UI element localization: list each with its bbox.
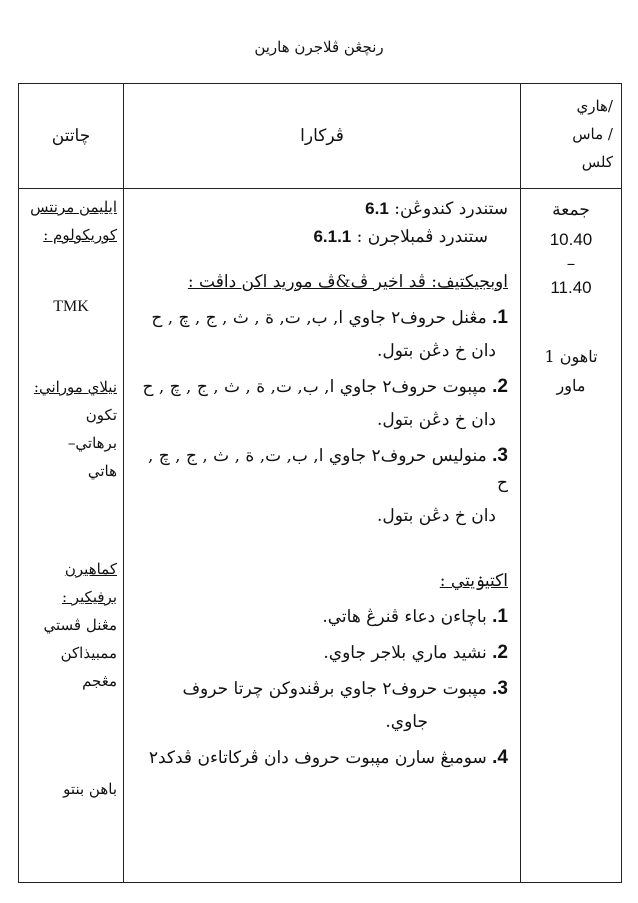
activity-number: 1. [492, 606, 508, 627]
start-time: 10.40 [549, 230, 593, 249]
notes-spacer [25, 485, 117, 555]
values-text-3: هاتي [87, 462, 117, 480]
objective-continuation: دان خ دڠن بتول. [376, 506, 496, 526]
tmk-text: TMK [53, 298, 89, 315]
activity-item [134, 603, 508, 631]
page-title: رنچڠن ڤلاجرن هارين [254, 38, 384, 56]
activity-item [134, 744, 508, 772]
header-row [19, 84, 622, 189]
objective-continuation: دان خ دڠن بتول. [376, 410, 496, 430]
objective-text: مڠنل حروف٢ جاوي ا, ب, ت, ة , ث , ج , چ , ح [151, 308, 487, 328]
year-text: تاهون 1 [544, 347, 598, 366]
thinking-skills-label-2: برفيكير : [61, 588, 117, 606]
header-class-label: كلس [581, 153, 613, 171]
activity-item [134, 675, 508, 736]
end-time: 11.40 [550, 278, 592, 297]
values-text: تكون [85, 406, 117, 424]
body-row [19, 189, 622, 883]
curriculum-elements-label-2: كوريكولوم : [43, 226, 117, 244]
activity-number: 3. [492, 678, 508, 699]
time-cell [521, 189, 622, 883]
thinking-skill-2: ممبيذاكن [60, 644, 117, 662]
header-date-label: / ماس [572, 125, 613, 143]
thinking-skill-1: مڠنل ڤستي [43, 616, 117, 634]
header-content-cell: ڤركارا [124, 84, 521, 189]
activity-number: 4. [492, 747, 508, 768]
thinking-skills-label: كماهيرن [64, 560, 117, 578]
objective-heading: اوبجيكتيف: ڤد اخير ڤ&ڤ موريد اكن داڤت : [187, 272, 508, 292]
class-text: ماور [556, 376, 586, 395]
lesson-plan-table [18, 83, 622, 883]
objective-text: مڽبوت حروف٢ جاوي ا, ب, ت, ة , ث , ج , چ , ح [142, 377, 487, 397]
header-notes-cell: چاتتن [19, 84, 124, 189]
thinking-skill-3: مڠجم [82, 672, 117, 690]
time-dash: – [566, 254, 576, 274]
activity-heading: اكتيۏيتي : [439, 571, 508, 591]
objective-continuation: دان خ دڠن بتول. [376, 341, 496, 361]
learning-standard-number: 6.1.1 [313, 227, 352, 246]
content-cell [124, 189, 521, 883]
content-standard-label: ستندرد كندوڠن: [394, 199, 508, 219]
content-standard [134, 195, 508, 223]
objective-item [134, 373, 508, 434]
objective-text: منوليس حروف٢ جاوي ا, ب, ت, ة , ث , ج , چ , ح [147, 446, 508, 493]
values-text-2: برهاتي– [67, 434, 117, 452]
objective-number: 1. [492, 307, 508, 328]
activity-number: 2. [492, 642, 508, 663]
objective-number: 2. [492, 376, 508, 397]
day-text: جمعة [552, 200, 590, 219]
teaching-aids-label: باهن بنتو [63, 780, 117, 798]
objective-item [134, 304, 508, 365]
activity-text: باچاءن دعاء ڤنرڠ هاتي. [322, 607, 487, 627]
activity-text: مڽبوت حروف٢ جاوي برڤندوكن چرتا حروف [182, 679, 487, 699]
notes-cell [19, 189, 124, 883]
header-time-cell [521, 84, 622, 189]
notes-spacer-2 [25, 695, 117, 775]
activity-text: نشيد ماري بلاجر جاوي. [323, 643, 487, 663]
activity-item [134, 639, 508, 667]
activity-text: سومبڠ سارن مڽبوت حروف دان ڤركاتاءن ڤدكد٢ [148, 748, 487, 768]
objective-item [134, 442, 508, 530]
learning-standard [134, 223, 488, 251]
values-label: نيلاي موراني: [33, 378, 117, 396]
activity-continuation: جاوي. [385, 712, 428, 732]
curriculum-elements-label: ايليمن مرنتس [30, 198, 117, 216]
learning-standard-label: ستندرد ڤمبلاجرن : [356, 227, 488, 247]
header-day-label: /هاري [576, 97, 613, 115]
content-standard-number: 6.1 [365, 199, 389, 218]
objective-number: 3. [492, 445, 508, 466]
